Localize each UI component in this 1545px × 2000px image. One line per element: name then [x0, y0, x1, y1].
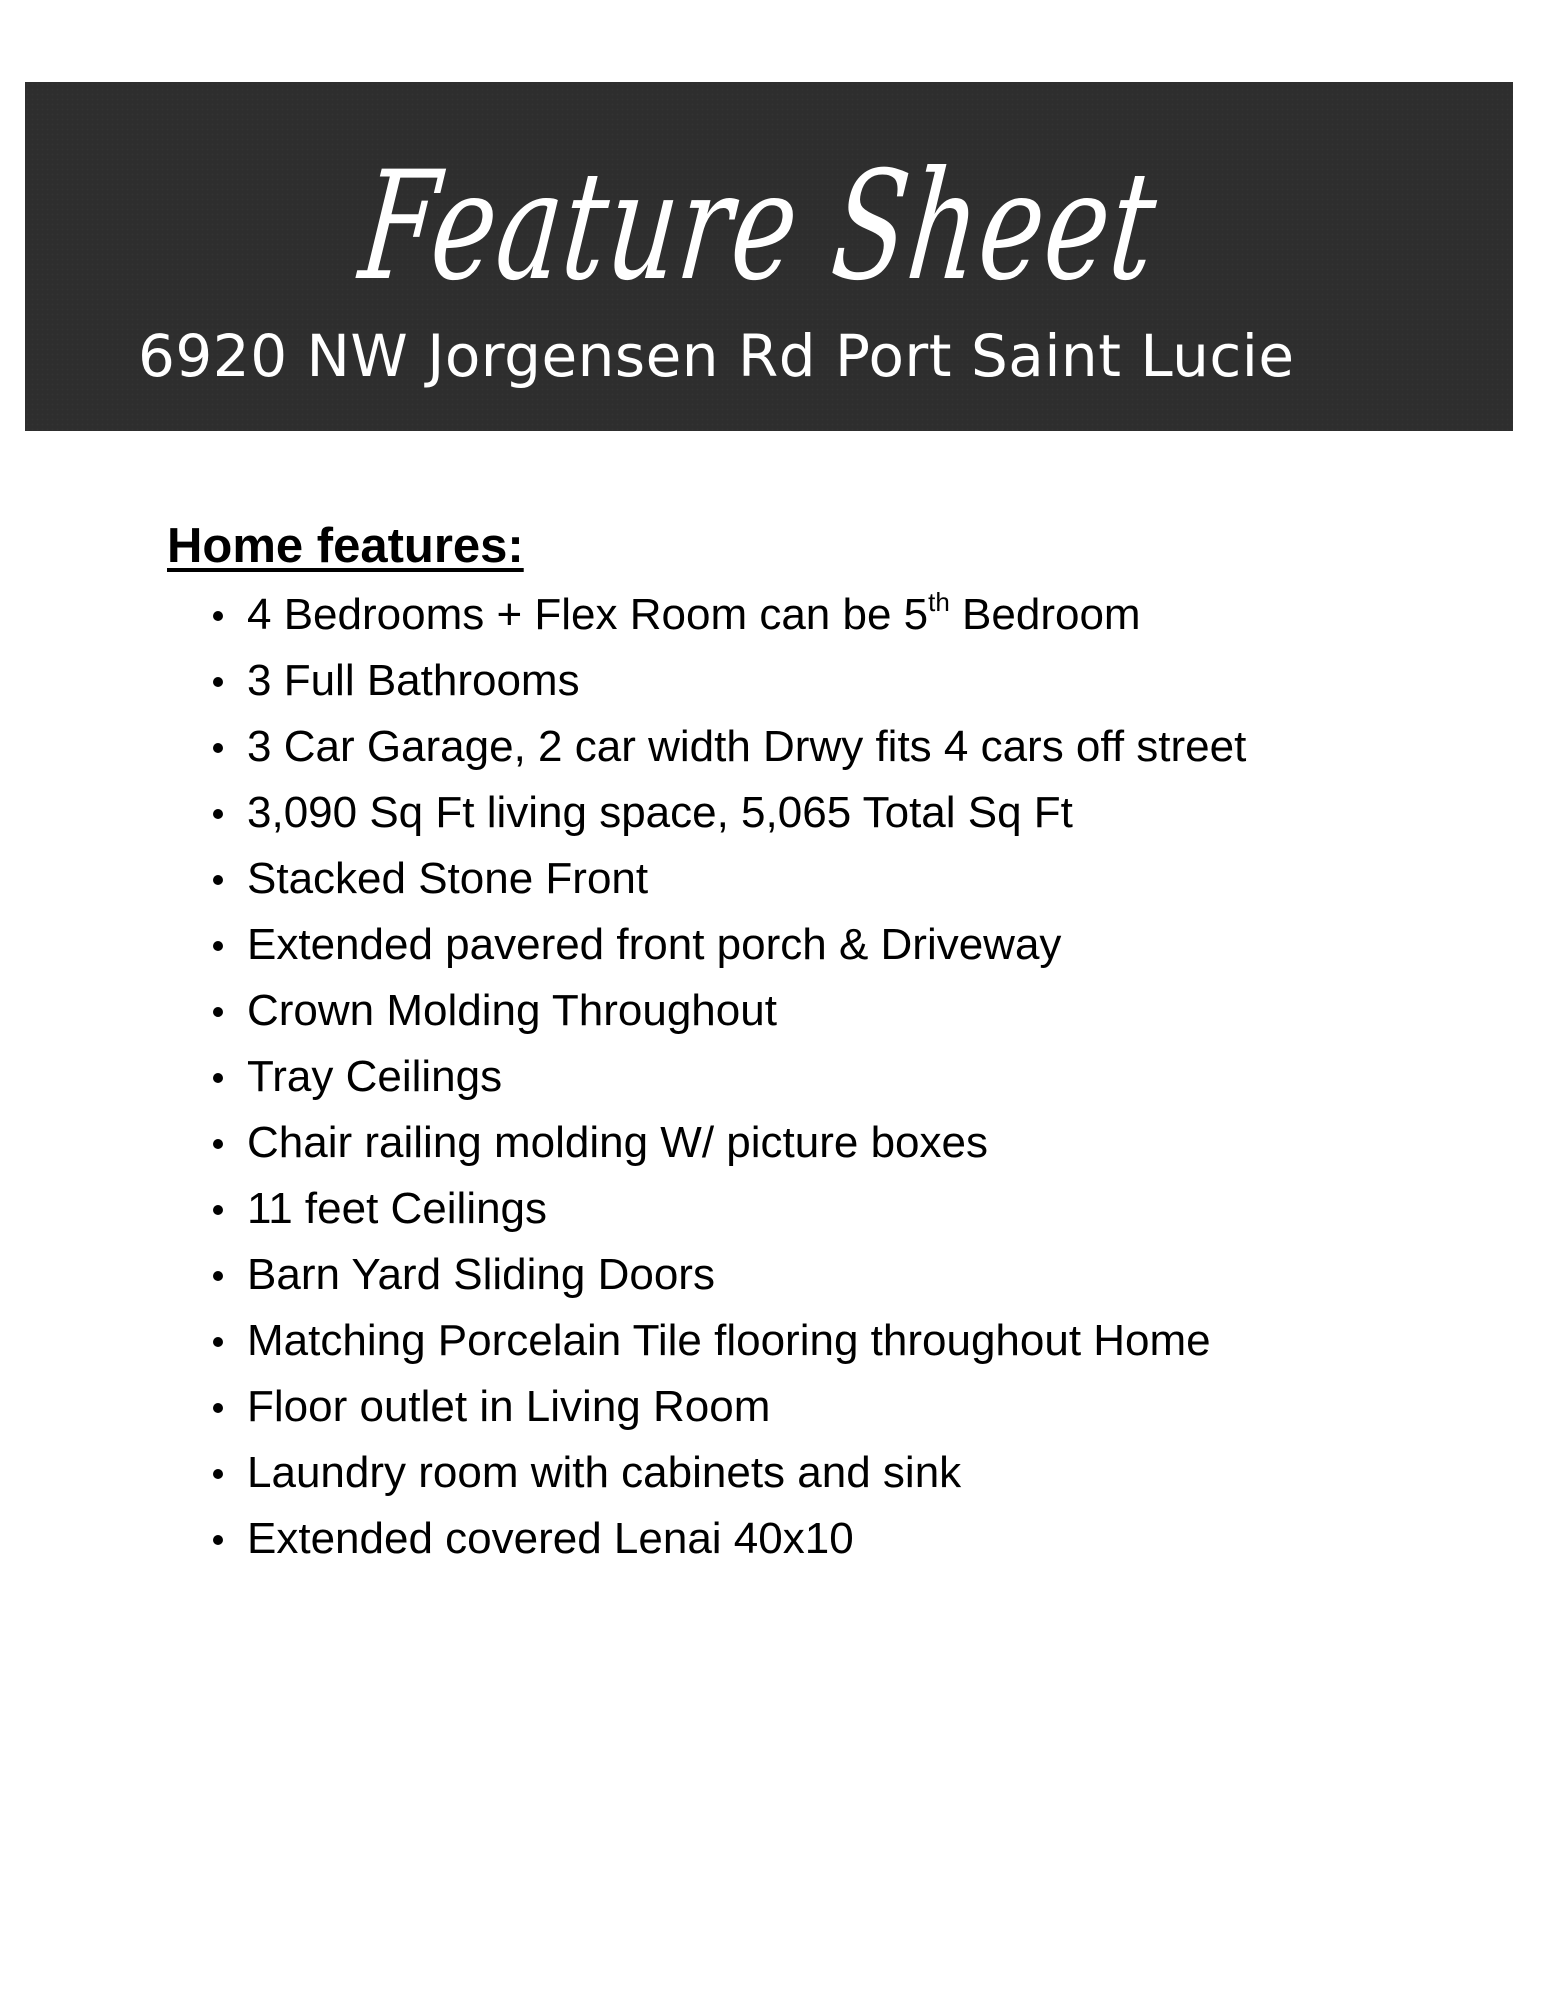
bullet-icon: [213, 1403, 223, 1413]
bullet-icon: [213, 1535, 223, 1545]
list-item: 3,090 Sq Ft living space, 5,065 Total Sq Ft: [0, 788, 1246, 854]
bullet-icon: [213, 1337, 223, 1347]
bullet-icon: [213, 875, 223, 885]
property-address: 6920 NW Jorgensen Rd Port Saint Lucie: [138, 322, 1295, 390]
list-item: 4 Bedrooms + Flex Room can be 5th Bedroom: [0, 590, 1246, 656]
section-heading: Home features:: [167, 519, 524, 573]
list-item: 11 feet Ceilings: [0, 1184, 1246, 1250]
bullet-icon: [213, 1139, 223, 1149]
header-banner: [25, 82, 1513, 431]
bullet-icon: [213, 1073, 223, 1083]
list-item: 3 Car Garage, 2 car width Drwy fits 4 cars off street: [0, 722, 1246, 788]
list-item: Laundry room with cabinets and sink: [0, 1448, 1246, 1514]
bullet-icon: [213, 677, 223, 687]
bullet-icon: [213, 743, 223, 753]
bullet-icon: [213, 1469, 223, 1479]
bullet-icon: [213, 941, 223, 951]
bullet-icon: [213, 1205, 223, 1215]
page-title: Feature Sheet: [353, 140, 1165, 314]
list-item: Stacked Stone Front: [0, 854, 1246, 920]
list-item: Matching Porcelain Tile flooring throughout Home: [0, 1316, 1246, 1382]
bullet-icon: [213, 1007, 223, 1017]
list-item: Chair railing molding W/ picture boxes: [0, 1118, 1246, 1184]
list-item: Floor outlet in Living Room: [0, 1382, 1246, 1448]
list-item: Extended pavered front porch & Driveway: [0, 920, 1246, 986]
bullet-icon: [213, 1271, 223, 1281]
bullet-icon: [213, 611, 223, 621]
list-item: Tray Ceilings: [0, 1052, 1246, 1118]
list-item: 3 Full Bathrooms: [0, 656, 1246, 722]
list-item: Crown Molding Throughout: [0, 986, 1246, 1052]
list-item: Barn Yard Sliding Doors: [0, 1250, 1246, 1316]
bullet-icon: [213, 809, 223, 819]
feature-list: [0, 587, 1247, 1580]
list-item: Extended covered Lenai 40x10: [0, 1514, 1246, 1580]
